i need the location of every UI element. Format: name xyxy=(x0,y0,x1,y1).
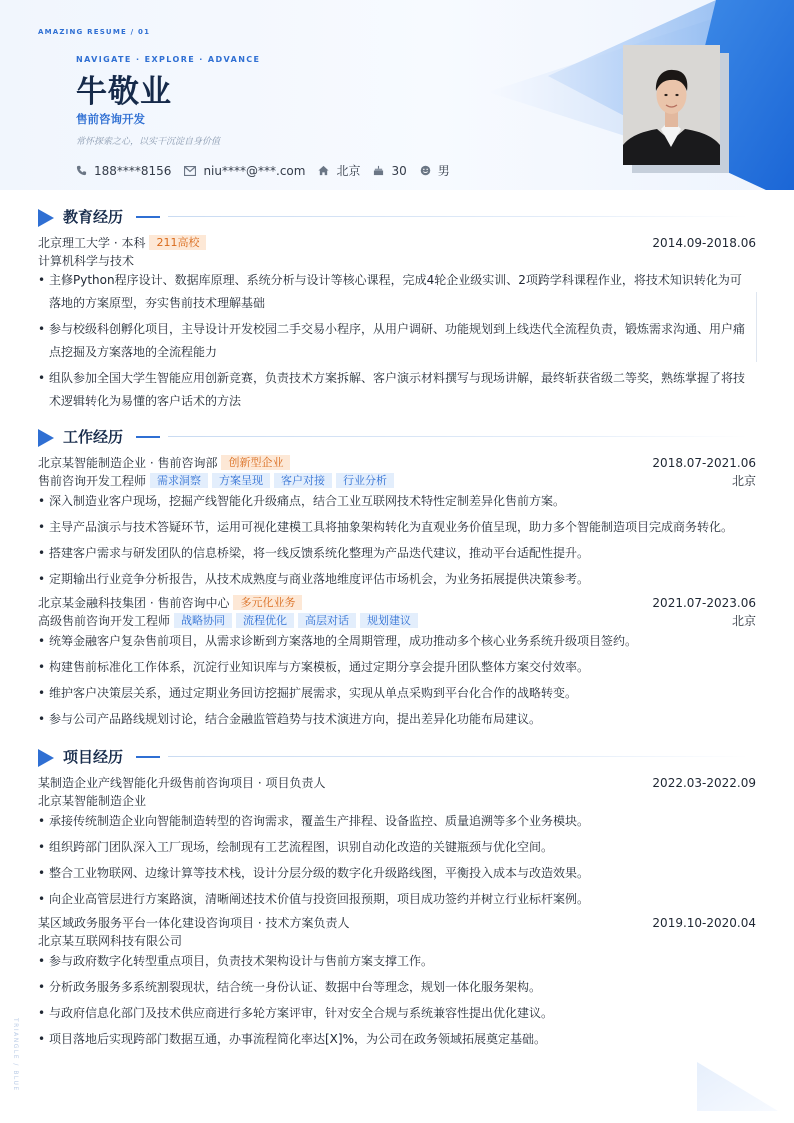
list-item: • 参与政府数字化转型重点项目，负责技术架构设计与售前方案支撑工作。 xyxy=(38,952,750,970)
major-row xyxy=(38,252,756,270)
skill-tag: 流程优化 xyxy=(236,613,294,628)
company-tag: 创新型企业 xyxy=(221,455,290,470)
section-education-header xyxy=(38,207,756,227)
city-text: 北京 xyxy=(336,164,361,178)
skill-tag: 行业分析 xyxy=(336,473,394,488)
company-name: 北京某金融科技集团 · 售前咨询中心 xyxy=(38,596,230,610)
project-bullets xyxy=(38,812,750,916)
project-bullets xyxy=(38,952,750,1056)
list-item: • 深入制造业客户现场，挖掘产线智能化升级痛点，结合工业互联网技术特性定制差异化售前方案。 xyxy=(38,492,750,510)
skill-tag: 高层对话 xyxy=(298,613,356,628)
skill-tag: 战略协同 xyxy=(174,613,232,628)
work-location: 北京 xyxy=(731,614,756,628)
section-accent-dash xyxy=(136,436,160,438)
work-location: 北京 xyxy=(731,474,756,488)
cake-icon xyxy=(373,165,384,176)
section-accent-dash xyxy=(136,216,160,218)
project-org: 北京某互联网科技有限公司 xyxy=(38,934,183,948)
email-text: niu****@***.com xyxy=(203,163,306,178)
profile-photo xyxy=(623,45,720,165)
home-icon xyxy=(318,165,329,176)
footer-triangle xyxy=(697,1062,778,1111)
tagline: NAVIGATE · EXPLORE · ADVANCE xyxy=(76,55,261,64)
gender-text: 男 xyxy=(437,164,450,178)
work-role-row xyxy=(38,612,756,630)
project-org-row xyxy=(38,792,756,810)
school-tag: 211高校 xyxy=(149,235,206,250)
list-item: • 向企业高管层进行方案路演，清晰阐述技术价值与投资回报预期，项目成功签约并树立行业标杆案例。 xyxy=(38,890,750,908)
project-name: 某制造企业产线智能化升级售前咨询项目 · 项目负责人 xyxy=(38,776,326,790)
list-item: • 组织跨部门团队深入工厂现场，绘制现有工艺流程图，识别自动化改造的关键瓶颈与优化空间。 xyxy=(38,838,750,856)
list-item: • 分析政务服务多系统割裂现状，结合统一身份认证、数据中台等理念，规划一体化服务架构。 xyxy=(38,978,750,996)
section-title: 教育经历 xyxy=(63,208,124,226)
list-item: • 参与公司产品路线规划讨论，结合金融监管趋势与技术演进方向，提出差异化功能布局建议。 xyxy=(38,710,750,728)
contact-bar xyxy=(76,162,463,179)
project-row xyxy=(38,914,756,932)
age-text: 30 xyxy=(391,163,407,178)
contact-email xyxy=(184,164,305,178)
list-item: • 承接传统制造企业向智能制造转型的咨询需求，覆盖生产排程、设备监控、质量追溯等多个业务模块。 xyxy=(38,812,750,830)
work-role-row xyxy=(38,472,756,490)
section-title: 工作经历 xyxy=(63,428,124,446)
work-date: 2021.07-2023.06 xyxy=(652,596,756,610)
skill-tag: 规划建议 xyxy=(360,613,418,628)
role: 售前咨询开发工程师 xyxy=(38,474,147,488)
brand-label: AMAZING RESUME / 01 xyxy=(38,28,151,36)
section-projects-header xyxy=(38,747,756,767)
triangle-marker-icon xyxy=(38,209,54,227)
contact-age xyxy=(373,164,406,178)
list-item: • 主修Python程序设计、数据库原理、系统分析与设计等核心课程，完成4轮企业级实训、2项跨学科课程作业，将技术知识转化为可落地的方案原型，夯实售前技术理解基础 xyxy=(38,269,750,315)
motto: 常怀探索之心，以实干沉淀自身价值 xyxy=(76,137,221,147)
edge-line xyxy=(756,292,757,362)
skill-tag: 需求洞察 xyxy=(150,473,208,488)
list-item: • 项目落地后实现跨部门数据互通，办事流程简化率达[X]%，为公司在政务领域拓展奠定基础。 xyxy=(38,1030,750,1048)
section-divider xyxy=(168,756,748,757)
portrait-illustration xyxy=(623,45,720,165)
section-accent-dash xyxy=(136,756,160,758)
smile-icon xyxy=(420,165,431,176)
list-item: • 与政府信息化部门及技术供应商进行多轮方案评审，针对安全合规与系统兼容性提出优化建议。 xyxy=(38,1004,750,1022)
contact-gender xyxy=(420,162,450,179)
list-item: • 搭建客户需求与研发团队的信息桥梁，将一线反馈系统化整理为产品迭代建议，推动平台适配性提升。 xyxy=(38,544,750,562)
skill-tag: 方案呈现 xyxy=(212,473,270,488)
project-org-row xyxy=(38,932,756,950)
list-item: • 维护客户决策层关系，通过定期业务回访挖掘扩展需求，实现从单点采购到平台化合作的战略转变。 xyxy=(38,684,750,702)
education-row xyxy=(38,234,756,252)
list-item: • 组队参加全国大学生智能应用创新竞赛，负责技术方案拆解、客户演示材料撰写与现场讲解，最终斩获省级二等奖，熟练掌握了将技术逻辑转化为易懂的客户话术的方法 xyxy=(38,367,750,413)
role: 高级售前咨询开发工程师 xyxy=(38,614,171,628)
project-row xyxy=(38,774,756,792)
phone-text: 188****8156 xyxy=(94,163,172,178)
school-name: 北京理工大学 · 本科 xyxy=(38,236,146,250)
candidate-name: 牛敬业 xyxy=(76,74,172,110)
education-bullets xyxy=(38,269,750,416)
list-item: • 参与校级科创孵化项目，主导设计开发校园二手交易小程序，从用户调研、功能规划到上线迭代全流程负责，锻炼需求沟通、用户痛点挖掘及方案落地的全流程能力 xyxy=(38,318,750,364)
triangle-marker-icon xyxy=(38,429,54,447)
contact-city xyxy=(318,162,360,179)
work-bullets xyxy=(38,492,750,596)
list-item: • 主导产品演示与技术答疑环节，运用可视化建模工具将抽象架构转化为直观业务价值呈现，助力多个智能制造项目完成商务转化。 xyxy=(38,518,750,536)
mail-icon xyxy=(184,166,196,176)
section-work-header xyxy=(38,427,756,447)
list-item: • 构建售前标准化工作体系，沉淀行业知识库与方案模板，通过定期分享会提升团队整体方案交付效率。 xyxy=(38,658,750,676)
project-name: 某区域政务服务平台一体化建设咨询项目 · 技术方案负责人 xyxy=(38,916,350,930)
job-title: 售前咨询开发 xyxy=(76,112,145,126)
work-company-row xyxy=(38,454,756,472)
project-org: 北京某智能制造企业 xyxy=(38,794,147,808)
list-item: • 统筹金融客户复杂售前项目，从需求诊断到方案落地的全周期管理，成功推动多个核心业务系统升级项目签约。 xyxy=(38,632,750,650)
work-company-row xyxy=(38,594,756,612)
company-tag: 多元化业务 xyxy=(233,595,302,610)
company-name: 北京某智能制造企业 · 售前咨询部 xyxy=(38,456,218,470)
skill-tag: 客户对接 xyxy=(274,473,332,488)
list-item: • 定期输出行业竞争分析报告，从技术成熟度与商业落地维度评估市场机会，为业务拓展提供决策参考。 xyxy=(38,570,750,588)
phone-icon xyxy=(76,165,87,176)
section-divider xyxy=(168,436,748,437)
triangle-marker-icon xyxy=(38,749,54,767)
list-item: • 整合工业物联网、边缘计算等技术栈，设计分层分级的数字化升级路线图，平衡投入成本与改造效果。 xyxy=(38,864,750,882)
project-date: 2022.03-2022.09 xyxy=(652,776,756,790)
contact-phone xyxy=(76,164,171,178)
side-note: TRIANGLE / BLUE xyxy=(12,1018,19,1092)
education-date: 2014.09-2018.06 xyxy=(652,236,756,250)
major: 计算机科学与技术 xyxy=(38,254,135,268)
section-divider xyxy=(168,216,748,217)
work-date: 2018.07-2021.06 xyxy=(652,456,756,470)
section-title: 项目经历 xyxy=(63,748,124,766)
work-bullets xyxy=(38,632,750,736)
project-date: 2019.10-2020.04 xyxy=(652,916,756,930)
